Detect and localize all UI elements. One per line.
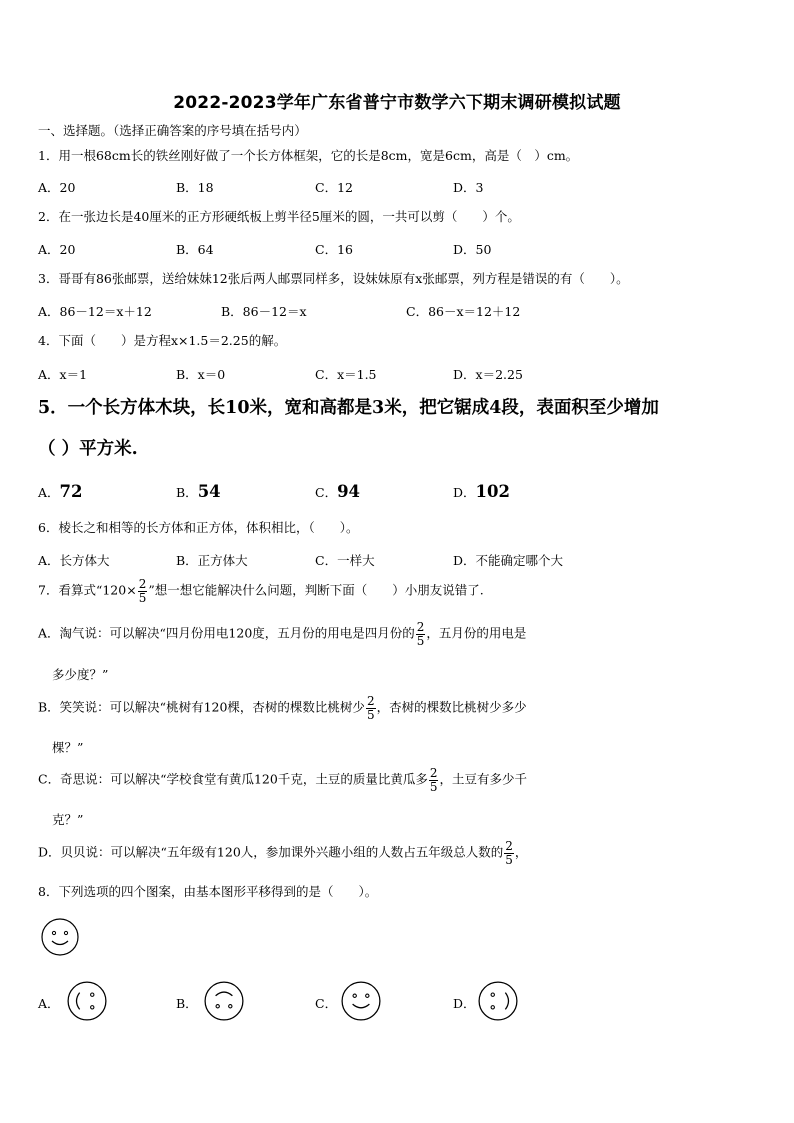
question-3: 3．哥哥有86张邮票，送给妹妹12张后两人邮票同样多，设妹妹原有x张邮票，列方程是错误的有（ ）。 bbox=[38, 271, 629, 286]
q7-option-a-continued: 多少度？” bbox=[52, 667, 109, 682]
question-6: 6．棱长之和相等的长方体和正方体，体积相比，（ ）。 bbox=[38, 520, 359, 535]
fraction-two-fifths: $\frac{2}{5}$ bbox=[366, 694, 375, 722]
q4-option-d[interactable]: D．x＝2.25 bbox=[453, 367, 523, 382]
rotated-face-d-icon bbox=[477, 980, 519, 1022]
q5-option-c[interactable]: C．94 bbox=[315, 482, 361, 501]
q2-option-a[interactable]: A．20 bbox=[38, 242, 76, 257]
q8-option-b[interactable]: B． bbox=[176, 996, 198, 1011]
q8-option-c[interactable]: C． bbox=[315, 996, 338, 1011]
section-heading: 一、选择题。（选择正确答案的序号填在括号内） bbox=[38, 123, 307, 138]
q3-option-b[interactable]: B．86－12＝x bbox=[221, 304, 307, 319]
q1-option-a[interactable]: A．20 bbox=[38, 180, 76, 195]
q7-option-b-continued: 棵？” bbox=[52, 740, 84, 755]
question-2: 2．在一张边长是40厘米的正方形硬纸板上剪半径5厘米的圆，一共可以剪（ ）个。 bbox=[38, 209, 520, 224]
q6-option-c[interactable]: C．一样大 bbox=[315, 553, 375, 568]
q7-option-c[interactable]: C．奇思说：可以解决“学校食堂有黄瓜120千克，土豆的质量比黄瓜多 $\frac{2}{5}$ ，土豆有多少千 bbox=[38, 766, 527, 794]
question-8: 8．下列选项的四个图案，由基本图形平移得到的是（ ）。 bbox=[38, 884, 378, 899]
q5-option-d[interactable]: D．102 bbox=[453, 482, 510, 501]
q5-option-a[interactable]: A．72 bbox=[38, 482, 83, 501]
q8-option-a[interactable]: A． bbox=[38, 996, 60, 1011]
q3-option-a[interactable]: A．86－12＝x＋12 bbox=[38, 304, 152, 319]
q7-option-a[interactable]: A．淘气说：可以解决“四月份用电120度，五月份的用电是四月份的 $\frac{2}{5}$ ，五月份的用电是 bbox=[38, 620, 527, 648]
q5-option-b[interactable]: B．54 bbox=[176, 482, 221, 501]
fraction-two-fifths: $\frac{2}{5}$ bbox=[505, 839, 513, 867]
q8-option-d[interactable]: D． bbox=[453, 996, 476, 1011]
smiley-face-c-icon bbox=[340, 980, 382, 1022]
q7-option-b[interactable]: B．笑笑说：可以解决“桃树有120棵，杏树的棵数比桃树少 $\frac{2}{5}$ ，杏树的棵数比桃树少多少 bbox=[38, 694, 527, 722]
q2-option-b[interactable]: B．64 bbox=[176, 242, 214, 257]
q4-option-b[interactable]: B．x＝0 bbox=[176, 367, 226, 382]
question-1: 1．用一根68cm长的铁丝刚好做了一个长方体框架，它的长是8cm，宽是6cm，高是（ ）cm。 bbox=[38, 148, 579, 163]
fraction-two-fifths: $\frac{2}{5}$ bbox=[138, 577, 147, 605]
rotated-face-b-icon bbox=[203, 980, 245, 1022]
rotated-face-a-icon bbox=[66, 980, 108, 1022]
question-4: 4．下面（ ）是方程x×1.5＝2.25的解。 bbox=[38, 333, 287, 348]
q4-option-c[interactable]: C．x＝1.5 bbox=[315, 367, 377, 382]
q3-option-c[interactable]: C．86－x＝12＋12 bbox=[406, 304, 521, 319]
q1-option-d[interactable]: D．3 bbox=[453, 180, 484, 195]
fraction-two-fifths: $\frac{2}{5}$ bbox=[416, 620, 425, 648]
q1-option-b[interactable]: B．18 bbox=[176, 180, 214, 195]
fraction-two-fifths: $\frac{2}{5}$ bbox=[429, 766, 438, 794]
q6-option-a[interactable]: A．长方体大 bbox=[38, 553, 110, 568]
page-title: 2022-2023学年广东省普宁市数学六下期末调研模拟试题 bbox=[173, 93, 621, 113]
q6-option-b[interactable]: B．正方体大 bbox=[176, 553, 248, 568]
q7-option-d[interactable]: D．贝贝说：可以解决“五年级有120人，参加课外兴趣小组的人数占五年级总人数的 $\frac{2}{5}$ ， bbox=[38, 839, 528, 867]
q6-option-d[interactable]: D．不能确定哪个大 bbox=[453, 553, 564, 568]
question-5-line1: 5．一个长方体木块，长10米，宽和高都是3米，把它锯成4段，表面积至少增加 bbox=[38, 398, 659, 418]
q2-option-c[interactable]: C．16 bbox=[315, 242, 353, 257]
q2-option-d[interactable]: D．50 bbox=[453, 242, 492, 257]
question-7: 7．看算式“120× $\frac{2}{5}$ ”想一想它能解决什么问题，判断下面（ ）小朋友说错了. bbox=[38, 577, 484, 605]
question-5-line2: （ ）平方米. bbox=[38, 439, 138, 459]
q4-option-a[interactable]: A．x＝1 bbox=[38, 367, 88, 382]
q7-option-c-continued: 克？” bbox=[52, 812, 84, 827]
q1-option-c[interactable]: C．12 bbox=[315, 180, 353, 195]
base-smiley-face-icon bbox=[40, 917, 80, 957]
